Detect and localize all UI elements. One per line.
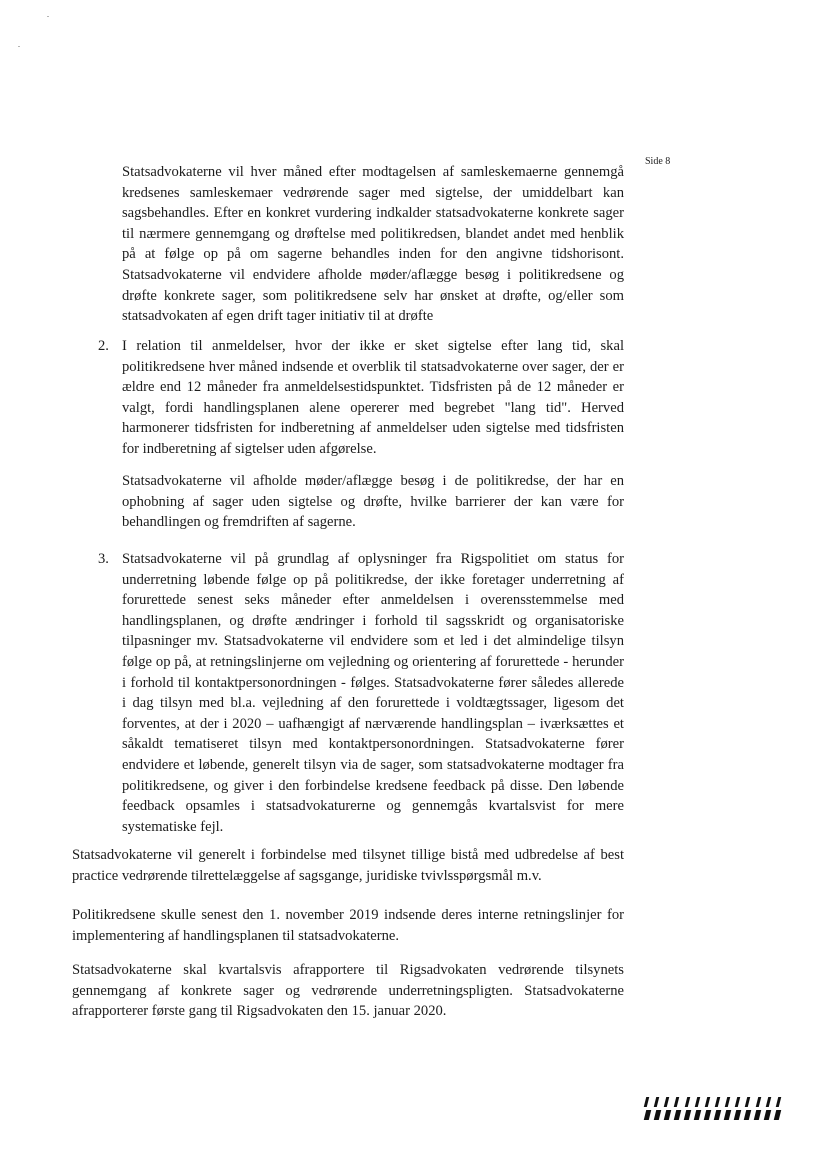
item-paragraph: Statsadvokaterne vil på grundlag af oplysninger fra Rigspolitiet om status for underretning løbende følge op på politikredse, der ikke foretager underretning af forurettede senest seks måneder efter anmeldelsen i overensstemmelse med handlingsplanen, og drøfte ændringer i forhold til sagsskridt og organisatoriske tilpasninger mv. Statsadvokaterne vil endvidere som et led i det almindelige tilsyn følge op på, at retningslinjerne om vejledning og orientering af forurettede - herunder i forhold til kontaktpersonordningen - følges. Statsadvokaterne fører således allerede i dag tilsyn med bl.a. vejledning af den forurettede i voldtægtssager, ligesom det forventes, at der i 2020 – uafhængigt af nærværende handlingsplan – iværksættes et såkaldt tematiseret tilsyn med kontaktpersonordningen. Statsadvokaterne fører endvidere et løbende, generelt tilsyn via de sager, som statsadvokaterne modtager fra politikredsene, og giver i den forbindelse kredsene feedback på disse. Den løbende feedback opsamles i statsadvokaturerne og gennemgås kvartalsvist for mere systematiske fejl. (122, 551, 624, 835)
item-number: 3. (98, 551, 109, 567)
item-paragraph: Statsadvokaterne vil hver måned efter modtagelsen af samleskemaerne gennemgå kredsenes samleskemaer vedrørende sager med sigtelse, der umiddelbart kan sagsbehandles. Efter en konkret vurdering indkalder statsadvokaterne konkrete sager til nærmere gennemgang og drøftelse med politikredsen, blandet andet med henblik på at følge op på om sagerne behandles inden for den angivne tidshorisont. Statsadvokaterne vil endvidere afholde møder/aflægge besøg i politikredsene og drøfte konkrete sager, som politikredsene selv har ønsket at drøfte, og/eller som statsadvokaten af egen drift tager initiativ til at drøfte (122, 164, 624, 325)
scan-speck (18, 46, 20, 47)
page-number: Side 8 (645, 156, 671, 167)
body-paragraph: Statsadvokaterne skal kvartalsvis afrapportere til Rigsadvokaten vedrørende tilsynets gennemgang af konkrete sager og vedrørende underretningspligten. Statsadvokaterne afrapporterer første gang til Rigsadvokaten den 15. januar 2020. (72, 962, 624, 1020)
body-paragraph: Statsadvokaterne vil generelt i forbindelse med tilsynet tillige bistå med udbredelse af best practice vedrørende tilrettelæggelse af sagsgange, juridiske tvivlsspørgsmål m.v. (72, 847, 624, 884)
body-paragraph: Politikredsene skulle senest den 1. november 2019 indsende deres interne retningslinjer for implementering af handlingsplanen til statsadvokaterne. (72, 907, 624, 944)
scan-speck (47, 16, 49, 17)
barcode-stamp (645, 1097, 780, 1120)
item-paragraph: I relation til anmeldelser, hvor der ikke er sket sigtelse efter lang tid, skal politikredsene hver måned indsende et overblik til statsadvokaterne over sager, der er ældre end 12 måneder fra anmeldelsestidspunktet. Tidsfristen på de 12 måneder er valgt, fordi handlingsplanen alene opererer med begrebet "lang tid". Herved harmonerer tidsfristen for indberetning af anmeldelser uden sigtelse med tidsfristen for indberetning af sigtelser uden afgørelse. (122, 338, 624, 457)
item-paragraph: Statsadvokaterne vil afholde møder/aflægge besøg i de politikredse, der har en ophobning af sager uden sigtelse og drøfte, hvilke barrierer der kan være for behandlingen og fremdriften af sagerne. (122, 473, 624, 531)
item-number: 2. (98, 338, 109, 354)
